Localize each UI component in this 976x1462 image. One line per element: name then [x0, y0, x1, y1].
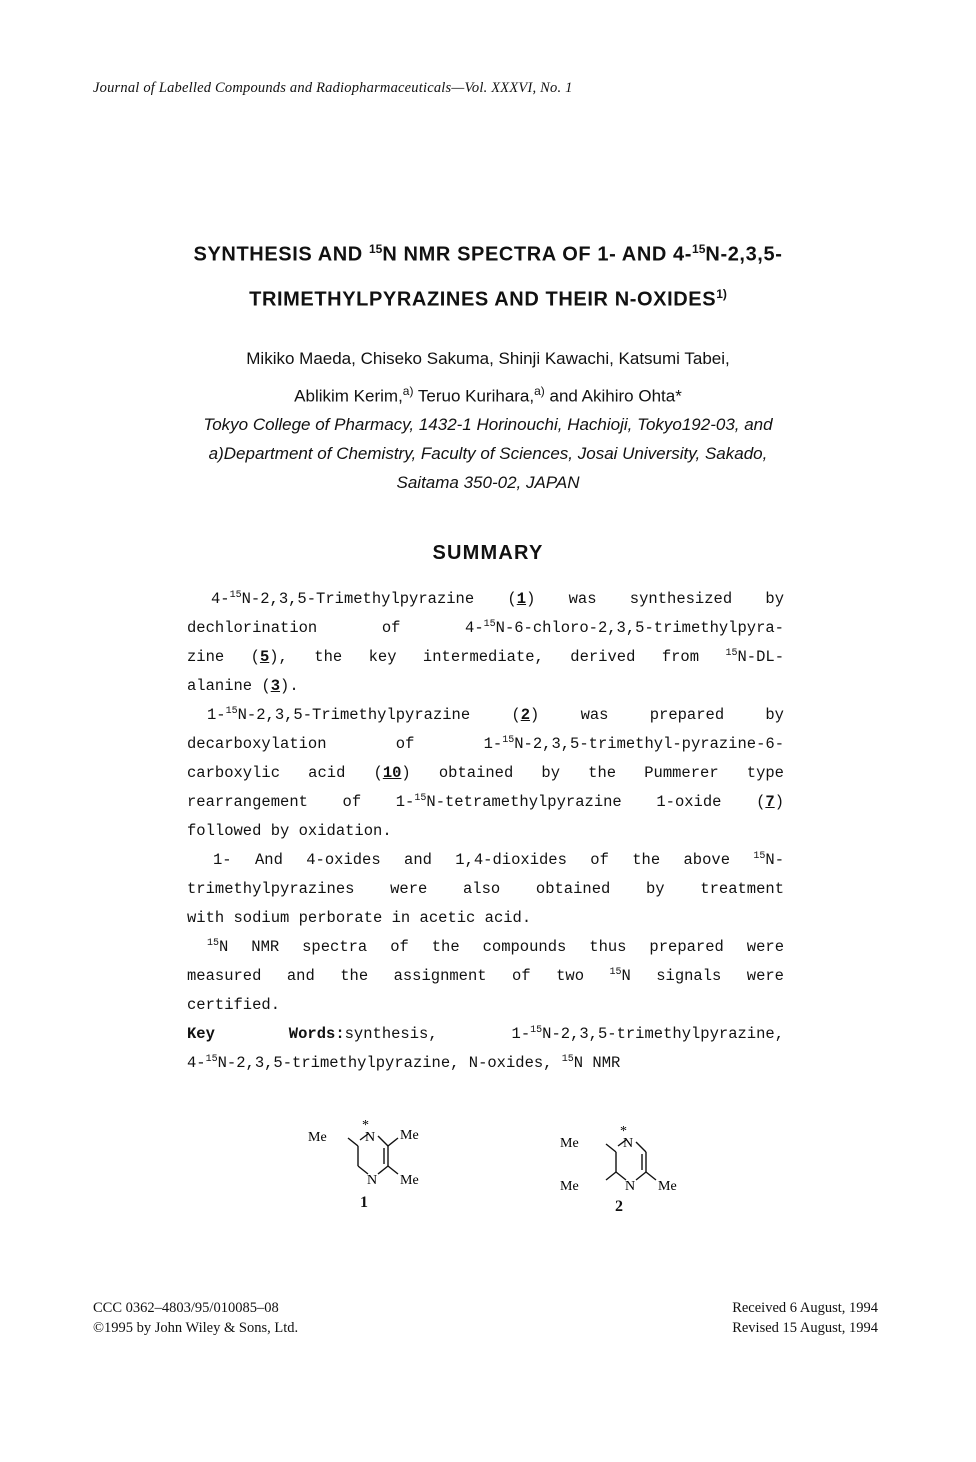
text: N- — [765, 851, 784, 869]
text: N NMR spectra of the compounds thus prepared were — [219, 938, 784, 956]
affiliation-mark: a) — [402, 384, 414, 398]
text: ) was prepared by — [530, 706, 784, 724]
text: - — [774, 648, 784, 666]
compound-number: 5 — [259, 648, 270, 666]
author-list — [0, 342, 976, 413]
small-caps-text: DL — [756, 648, 775, 666]
title-line-2 — [0, 275, 976, 320]
compound-2-label: 2 — [615, 1198, 623, 1215]
text: ), the key intermediate, derived from — [269, 648, 726, 666]
title-line-1 — [0, 230, 976, 275]
affiliation-line-1: Tokyo College of Pharmacy, 1432-1 Horinouchi, Hachioji, Tokyo192-03, and — [203, 415, 773, 434]
text: N-6-chloro-2,3,5-trimethylpyra- — [495, 619, 784, 637]
text: N-2,3,5-trimethylpyrazine, — [542, 1025, 785, 1043]
isotope-superscript: 15 — [207, 937, 220, 949]
isotope-superscript: 15 — [225, 705, 238, 717]
nitrogen-label: N — [367, 1173, 378, 1188]
nitrogen-label: N — [623, 1136, 634, 1151]
text: ) — [774, 793, 784, 811]
revised-date: Revised 15 August, 1994 — [732, 1320, 878, 1336]
journal-header: Journal of Labelled Compounds and Radiopharmaceuticals—Vol. XXXVI, No. 1 — [93, 80, 573, 96]
isotope-superscript: 15 — [561, 1053, 574, 1065]
text: N NMR — [573, 1054, 621, 1072]
affiliation-line-3: Saitama 350-02, JAPAN — [396, 473, 580, 492]
summary-line: certified. — [187, 996, 281, 1014]
keywords-line — [187, 1020, 784, 1049]
summary-line — [187, 643, 784, 672]
text: N signals were — [621, 967, 784, 985]
summary-heading: SUMMARY — [432, 542, 544, 564]
summary-line — [187, 759, 784, 788]
summary-line — [187, 701, 784, 730]
ccc-code: CCC 0362–4803/95/010085–08 — [93, 1300, 279, 1316]
isotope-superscript: 15 — [229, 589, 242, 601]
text: N-2,3,5-trimethylpyrazine, N-oxides, — [217, 1054, 562, 1072]
compound-1-label: 1 — [360, 1194, 368, 1211]
text: ) obtained by the Pummerer type — [401, 764, 784, 782]
summary-line — [187, 614, 784, 643]
text: 1- And 4-oxides and 1,4-dioxides of the above — [213, 851, 754, 869]
title-text: SYNTHESIS AND — [193, 243, 369, 266]
text: carboxylic acid ( — [187, 764, 383, 782]
keywords-label: Key Words: — [187, 1025, 345, 1043]
summary-line — [187, 846, 784, 875]
isotope-superscript: 15 — [502, 734, 515, 746]
structure-2-diagram — [558, 1124, 698, 1204]
compound-number: 10 — [382, 764, 402, 782]
paper-title — [0, 230, 976, 319]
summary-line: followed by oxidation. — [187, 822, 392, 840]
compound-number: 3 — [270, 677, 281, 695]
text: rearrangement of 1- — [187, 793, 415, 811]
title-superscript: 15 — [369, 242, 383, 256]
summary-line: with sodium perborate in acetic acid. — [187, 909, 532, 927]
footer-left — [93, 1298, 298, 1338]
text: 4- — [187, 1054, 206, 1072]
isotope-superscript: 15 — [530, 1024, 543, 1036]
text: decarboxylation of 1- — [187, 735, 503, 753]
text: ). — [280, 677, 299, 695]
methyl-label: Me — [560, 1179, 579, 1194]
affiliation-line-2: a)Department of Chemistry, Faculty of Sciences, Josai University, Sakado, — [208, 444, 768, 463]
text: alanine ( — [187, 677, 271, 695]
text: N-2,3,5-Trimethylpyrazine ( — [237, 706, 521, 724]
text: N-2,3,5-Trimethylpyrazine ( — [241, 590, 517, 608]
summary-line — [187, 730, 784, 759]
methyl-label: Me — [400, 1128, 419, 1143]
author-text: and Akihiro Ohta* — [544, 386, 682, 406]
text: N-2,3,5-trimethyl-pyrazine-6- — [514, 735, 784, 753]
text: dechlorination of 4- — [187, 619, 484, 637]
compound-number: 2 — [520, 706, 531, 724]
isotope-superscript: 15 — [483, 618, 496, 630]
title-text: TRIMETHYLPYRAZINES AND THEIR N-OXIDES — [249, 288, 717, 311]
affiliations — [0, 410, 976, 497]
affiliation-mark: a) — [534, 384, 545, 398]
nitrogen-label: N — [365, 1130, 376, 1145]
title-text: N NMR SPECTRA OF 1- AND 4- — [382, 243, 693, 266]
text: synthesis, 1- — [344, 1025, 531, 1043]
text: zine ( — [187, 648, 260, 666]
methyl-label: Me — [308, 1130, 327, 1145]
title-superscript: 15 — [692, 242, 706, 256]
summary-line — [187, 933, 784, 962]
isotope-superscript: 15 — [205, 1053, 218, 1065]
text: measured and the assignment of two — [187, 967, 610, 985]
label-star-mark: * — [362, 1118, 369, 1133]
keywords-line — [187, 1049, 784, 1078]
summary-line: trimethylpyrazines were also obtained by treatment — [187, 880, 784, 898]
chemical-structures — [300, 1118, 700, 1218]
summary-line — [187, 672, 784, 701]
copyright: ©1995 by John Wiley & Sons, Ltd. — [93, 1320, 299, 1336]
isotope-superscript: 15 — [753, 850, 766, 862]
text: ) was synthesized by — [526, 590, 784, 608]
authors-line-2 — [0, 375, 976, 413]
isotope-superscript: 15 — [609, 966, 622, 978]
text: 1- — [207, 706, 226, 724]
compound-number: 1 — [516, 590, 527, 608]
nitrogen-label: N — [625, 1179, 636, 1194]
author-text: Ablikim Kerim, — [294, 386, 403, 406]
footer-right — [732, 1298, 878, 1338]
text: 4- — [211, 590, 230, 608]
received-date: Received 6 August, 1994 — [732, 1300, 878, 1316]
methyl-label: Me — [400, 1173, 419, 1188]
text: N-tetramethylpyrazine 1-oxide ( — [426, 793, 766, 811]
text: N- — [737, 648, 757, 666]
isotope-superscript: 15 — [725, 647, 738, 659]
methyl-label: Me — [658, 1179, 677, 1194]
compound-number: 7 — [765, 793, 775, 811]
title-text: N-2,3,5- — [705, 243, 783, 266]
summary-line — [187, 962, 784, 991]
isotope-superscript: 15 — [414, 792, 427, 804]
title-superscript: 1) — [716, 286, 727, 301]
summary-line — [187, 788, 784, 817]
label-star-mark: * — [620, 1124, 627, 1139]
summary-line — [187, 585, 784, 614]
author-text: Teruo Kurihara, — [413, 386, 535, 406]
summary-body — [187, 585, 784, 1078]
structure-1-diagram — [300, 1118, 440, 1198]
methyl-label: Me — [560, 1136, 579, 1151]
authors-line-1: Mikiko Maeda, Chiseko Sakuma, Shinji Kawachi, Katsumi Tabei, — [246, 349, 730, 368]
